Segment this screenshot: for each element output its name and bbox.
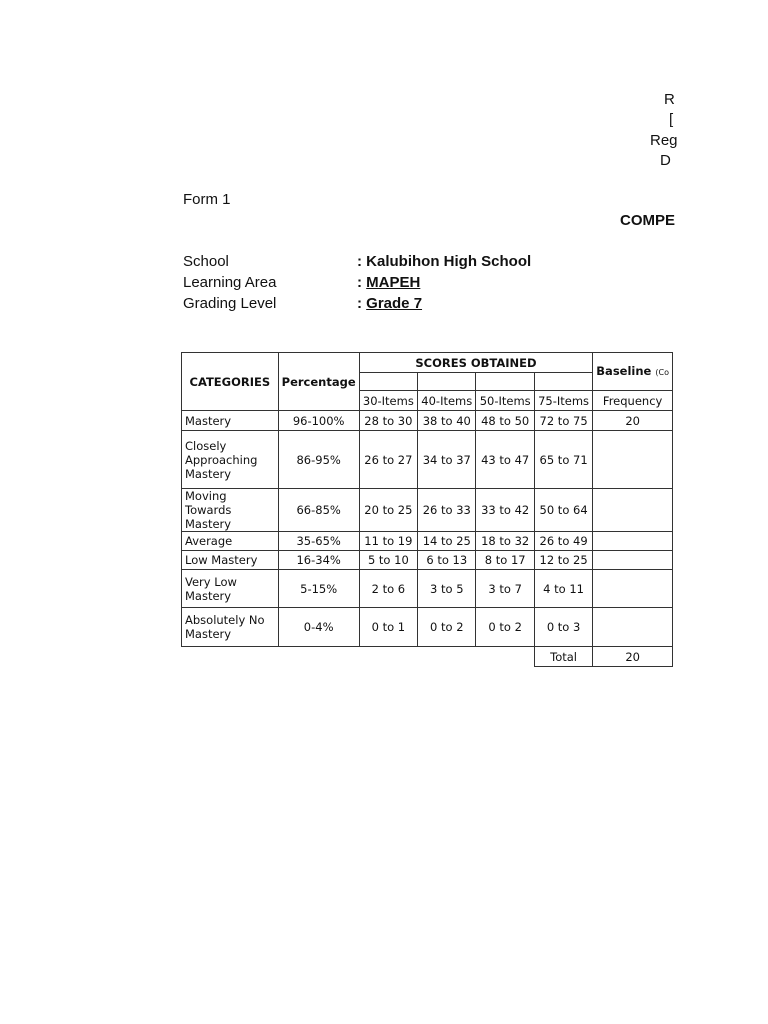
score-range-cell: 12 to 25 bbox=[534, 551, 592, 570]
form-label: Form 1 bbox=[183, 191, 231, 208]
baseline-header bbox=[593, 353, 673, 391]
score-range-cell: 0 to 3 bbox=[534, 608, 592, 647]
percentage-header: Percentage bbox=[278, 353, 359, 411]
category-cell: Moving Towards Mastery bbox=[182, 489, 279, 532]
mastery-scores-table bbox=[181, 352, 673, 667]
frequency-cell bbox=[593, 551, 673, 570]
items-header-75: 75-Items bbox=[534, 391, 592, 411]
table-row bbox=[182, 570, 673, 608]
percentage-cell: 0-4% bbox=[278, 608, 359, 647]
baseline-sub-label: (Co bbox=[655, 367, 669, 377]
score-range-cell: 33 to 42 bbox=[476, 489, 534, 532]
header-line-1: R bbox=[664, 91, 675, 108]
score-range-cell: 26 to 33 bbox=[418, 489, 476, 532]
category-cell: Mastery bbox=[182, 411, 279, 431]
percentage-cell: 66-85% bbox=[278, 489, 359, 532]
frequency-cell bbox=[593, 489, 673, 532]
table-row bbox=[182, 431, 673, 489]
frequency-cell: 20 bbox=[593, 411, 673, 431]
table-row bbox=[182, 489, 673, 532]
percentage-cell: 86-95% bbox=[278, 431, 359, 489]
category-cell: Closely Approaching Mastery bbox=[182, 431, 279, 489]
score-range-cell: 65 to 71 bbox=[534, 431, 592, 489]
empty-subheader-cell bbox=[534, 373, 592, 391]
table-row bbox=[182, 532, 673, 551]
categories-header: CATEGORIES bbox=[182, 353, 279, 411]
document-title: COMPE bbox=[620, 212, 676, 229]
score-range-cell: 3 to 7 bbox=[476, 570, 534, 608]
score-range-cell: 6 to 13 bbox=[418, 551, 476, 570]
empty-subheader-cell bbox=[476, 373, 534, 391]
items-header-30: 30-Items bbox=[359, 391, 417, 411]
learning-area-value: : MAPEH bbox=[357, 274, 421, 291]
category-cell: Low Mastery bbox=[182, 551, 279, 570]
frequency-header: Frequency bbox=[593, 391, 673, 411]
score-range-cell: 26 to 27 bbox=[359, 431, 417, 489]
learning-area-label: Learning Area bbox=[183, 274, 277, 291]
table-row bbox=[182, 551, 673, 570]
score-range-cell: 0 to 2 bbox=[476, 608, 534, 647]
percentage-cell: 35-65% bbox=[278, 532, 359, 551]
grading-level-value: : Grade 7 bbox=[357, 295, 423, 312]
frequency-cell bbox=[593, 608, 673, 647]
score-range-cell: 14 to 25 bbox=[418, 532, 476, 551]
items-header-40: 40-Items bbox=[418, 391, 476, 411]
empty-subheader-cell bbox=[359, 373, 417, 391]
table-row bbox=[182, 608, 673, 647]
header-line-4: D bbox=[660, 152, 671, 169]
category-cell: Average bbox=[182, 532, 279, 551]
blank-cell bbox=[476, 647, 534, 667]
score-range-cell: 50 to 64 bbox=[534, 489, 592, 532]
frequency-cell bbox=[593, 532, 673, 551]
score-range-cell: 3 to 5 bbox=[418, 570, 476, 608]
score-range-cell: 11 to 19 bbox=[359, 532, 417, 551]
score-range-cell: 43 to 47 bbox=[476, 431, 534, 489]
scores-obtained-header: SCORES OBTAINED bbox=[359, 353, 593, 373]
score-range-cell: 18 to 32 bbox=[476, 532, 534, 551]
frequency-cell bbox=[593, 431, 673, 489]
score-range-cell: 2 to 6 bbox=[359, 570, 417, 608]
header-line-2: [ bbox=[669, 111, 674, 128]
score-range-cell: 4 to 11 bbox=[534, 570, 592, 608]
score-range-cell: 8 to 17 bbox=[476, 551, 534, 570]
percentage-cell: 16-34% bbox=[278, 551, 359, 570]
baseline-label: Baseline bbox=[596, 363, 652, 378]
items-header-50: 50-Items bbox=[476, 391, 534, 411]
total-label: Total bbox=[534, 647, 592, 667]
score-range-cell: 48 to 50 bbox=[476, 411, 534, 431]
frequency-cell bbox=[593, 570, 673, 608]
grading-level-underlined: Grade 7 bbox=[366, 295, 423, 312]
total-row bbox=[182, 647, 673, 667]
percentage-cell: 96-100% bbox=[278, 411, 359, 431]
category-cell: Absolutely No Mastery bbox=[182, 608, 279, 647]
percentage-cell: 5-15% bbox=[278, 570, 359, 608]
score-range-cell: 38 to 40 bbox=[418, 411, 476, 431]
school-label: School bbox=[183, 253, 229, 270]
learning-area-underlined: MAPEH bbox=[366, 274, 421, 291]
blank-cell bbox=[418, 647, 476, 667]
blank-cell bbox=[359, 647, 417, 667]
school-value: : Kalubihon High School bbox=[357, 253, 532, 270]
score-range-cell: 28 to 30 bbox=[359, 411, 417, 431]
grading-level-label: Grading Level bbox=[183, 295, 277, 312]
score-range-cell: 34 to 37 bbox=[418, 431, 476, 489]
score-range-cell: 26 to 49 bbox=[534, 532, 592, 551]
category-cell: Very Low Mastery bbox=[182, 570, 279, 608]
table-row bbox=[182, 411, 673, 431]
empty-subheader-cell bbox=[418, 373, 476, 391]
blank-cell bbox=[278, 647, 359, 667]
score-range-cell: 0 to 1 bbox=[359, 608, 417, 647]
score-range-cell: 0 to 2 bbox=[418, 608, 476, 647]
score-range-cell: 72 to 75 bbox=[534, 411, 592, 431]
score-range-cell: 5 to 10 bbox=[359, 551, 417, 570]
blank-cell bbox=[182, 647, 279, 667]
score-range-cell: 20 to 25 bbox=[359, 489, 417, 532]
header-line-3: Reg bbox=[650, 132, 678, 149]
total-value: 20 bbox=[593, 647, 673, 667]
